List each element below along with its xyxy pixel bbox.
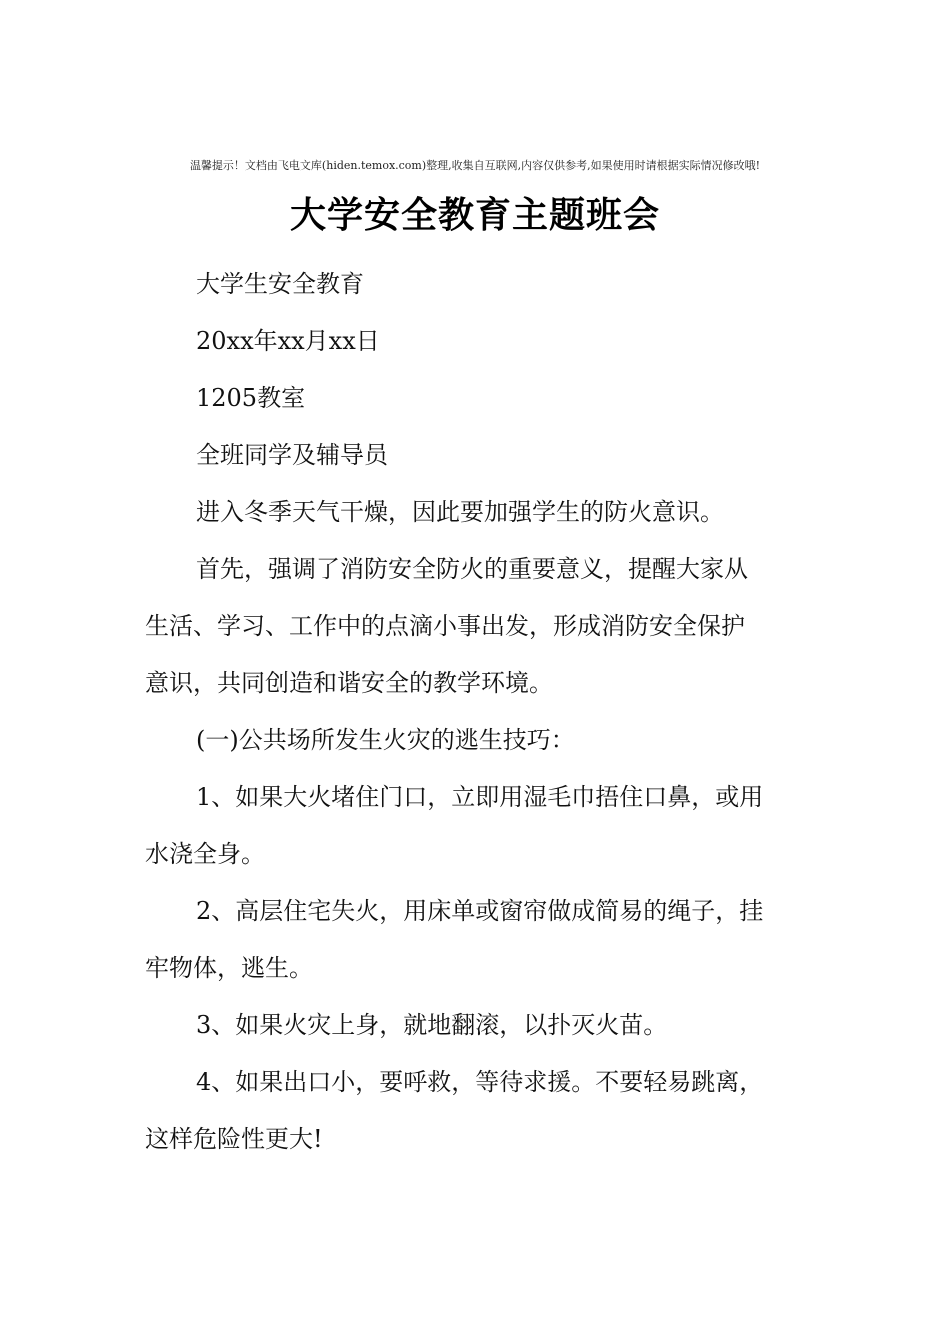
paragraph-line: 意识，共同创造和谐安全的教学环境。 xyxy=(145,669,553,697)
paragraph-line: 2、高层住宅失火，用床单或窗帘做成简易的绳子，挂 xyxy=(196,897,764,925)
paragraph-line: 4、如果出口小，要呼救，等待求援。不要轻易跳离， xyxy=(196,1068,764,1096)
document-notice: 温馨提示！文档由飞电文库(hiden.temox.com)整理,收集自互联网,内容仅供参考,如果使用时请根据实际情况修改哦! xyxy=(189,159,761,172)
paragraph-line: 1、如果大火堵住门口，立即用湿毛巾捂住口鼻，或用 xyxy=(196,783,764,811)
paragraph-line: 1205教室 xyxy=(196,384,306,412)
paragraph-line: 水浇全身。 xyxy=(145,840,265,868)
paragraph-line: 3、如果火灾上身，就地翻滚，以扑灭火苗。 xyxy=(196,1011,668,1039)
paragraph-line: 全班同学及辅导员 xyxy=(196,441,388,469)
paragraph-line: (一)公共场所发生火灾的逃生技巧： xyxy=(196,726,575,754)
document-title: 大学安全教育主题班会 xyxy=(289,194,660,236)
paragraph-line: 生活、学习、工作中的点滴小事出发，形成消防安全保护 xyxy=(145,612,745,640)
paragraph-line: 首先，强调了消防安全防火的重要意义，提醒大家从 xyxy=(196,555,748,583)
paragraph-line: 牢物体，逃生。 xyxy=(145,954,313,982)
paragraph-line: 进入冬季天气干燥，因此要加强学生的防火意识。 xyxy=(196,498,724,526)
paragraph-line: 大学生安全教育 xyxy=(196,270,364,298)
document-body xyxy=(145,256,810,1168)
paragraph-line: 20xx年xx月xx日 xyxy=(196,327,380,355)
paragraph-line: 这样危险性更大! xyxy=(145,1125,323,1153)
